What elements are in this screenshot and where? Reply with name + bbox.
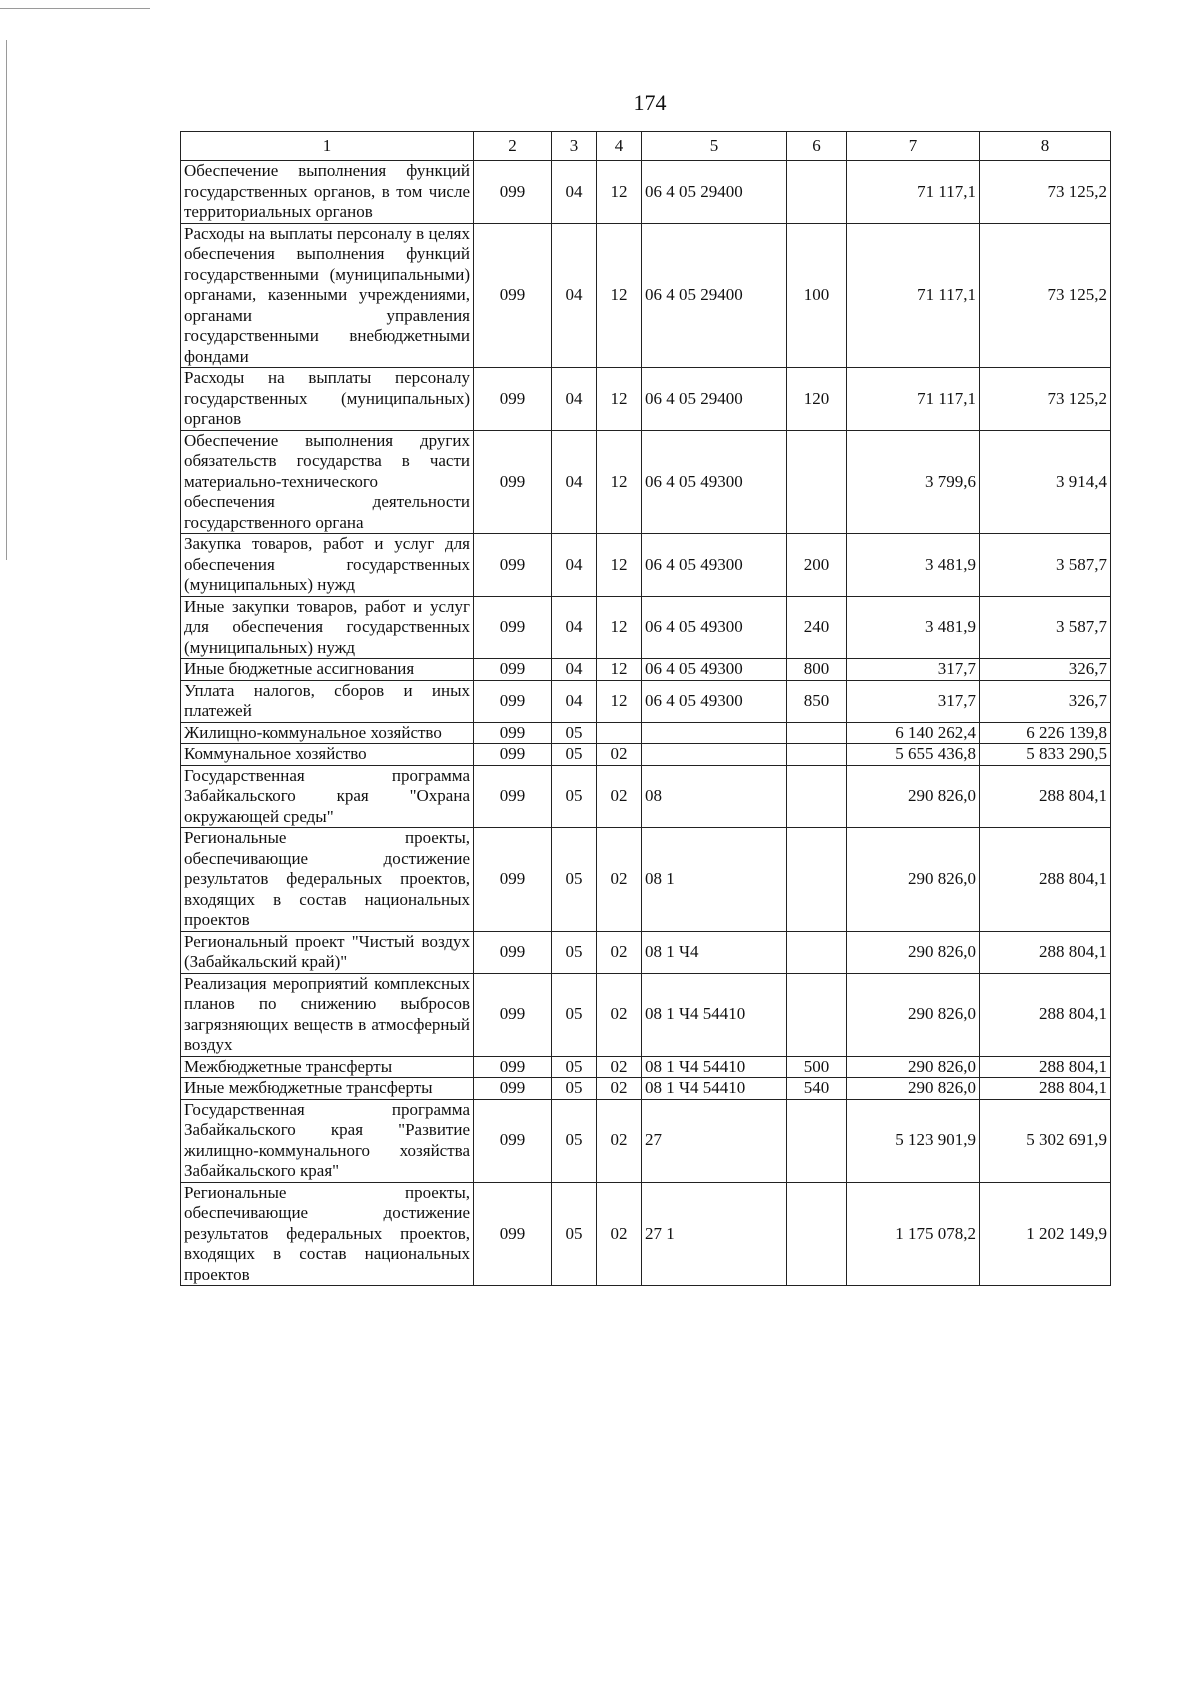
subsection-code-cell: 02: [597, 744, 642, 766]
amount-year2-cell: 288 804,1: [980, 765, 1111, 828]
section-code-cell: 04: [552, 596, 597, 659]
target-article-cell: [642, 722, 787, 744]
expense-type-cell: [787, 161, 847, 224]
section-code-cell: 05: [552, 828, 597, 932]
expense-type-cell: [787, 931, 847, 973]
expense-type-cell: 100: [787, 223, 847, 368]
column-header-2: 2: [474, 132, 552, 161]
expense-name-cell: Государственная программа Забайкальского края "Развитие жилищно-коммунального хозяйства Забайкальского края": [181, 1099, 474, 1182]
ministry-code-cell: 099: [474, 534, 552, 597]
column-header-4: 4: [597, 132, 642, 161]
amount-year1-cell: 290 826,0: [847, 828, 980, 932]
target-article-cell: 06 4 05 29400: [642, 223, 787, 368]
expense-type-cell: [787, 744, 847, 766]
target-article-cell: 08 1: [642, 828, 787, 932]
subsection-code-cell: [597, 722, 642, 744]
subsection-code-cell: 02: [597, 1056, 642, 1078]
amount-year2-cell: 288 804,1: [980, 1078, 1111, 1100]
expense-type-cell: 120: [787, 368, 847, 431]
section-code-cell: 05: [552, 1099, 597, 1182]
subsection-code-cell: 02: [597, 765, 642, 828]
target-article-cell: 08 1 Ч4: [642, 931, 787, 973]
expense-name-cell: Иные межбюджетные трансферты: [181, 1078, 474, 1100]
expense-type-cell: [787, 1182, 847, 1286]
amount-year2-cell: 73 125,2: [980, 161, 1111, 224]
amount-year2-cell: 3 587,7: [980, 596, 1111, 659]
section-code-cell: 04: [552, 223, 597, 368]
ministry-code-cell: 099: [474, 596, 552, 659]
amount-year2-cell: 288 804,1: [980, 931, 1111, 973]
amount-year2-cell: 288 804,1: [980, 1056, 1111, 1078]
amount-year2-cell: 288 804,1: [980, 828, 1111, 932]
subsection-code-cell: 12: [597, 430, 642, 534]
expense-type-cell: 500: [787, 1056, 847, 1078]
amount-year1-cell: 290 826,0: [847, 1056, 980, 1078]
table-row: [181, 596, 1111, 659]
ministry-code-cell: 099: [474, 659, 552, 681]
amount-year2-cell: 3 587,7: [980, 534, 1111, 597]
amount-year2-cell: 73 125,2: [980, 223, 1111, 368]
ministry-code-cell: 099: [474, 368, 552, 431]
column-header-6: 6: [787, 132, 847, 161]
target-article-cell: 06 4 05 49300: [642, 659, 787, 681]
target-article-cell: 08 1 Ч4 54410: [642, 1078, 787, 1100]
amount-year1-cell: 290 826,0: [847, 1078, 980, 1100]
expense-type-cell: 240: [787, 596, 847, 659]
section-code-cell: 05: [552, 1182, 597, 1286]
target-article-cell: 08 1 Ч4 54410: [642, 1056, 787, 1078]
scan-edge-left-line: [6, 40, 7, 560]
table-row: [181, 223, 1111, 368]
table-row: [181, 1056, 1111, 1078]
amount-year1-cell: 1 175 078,2: [847, 1182, 980, 1286]
amount-year2-cell: 3 914,4: [980, 430, 1111, 534]
ministry-code-cell: 099: [474, 973, 552, 1056]
ministry-code-cell: 099: [474, 161, 552, 224]
subsection-code-cell: 02: [597, 973, 642, 1056]
expense-name-cell: Жилищно-коммунальное хозяйство: [181, 722, 474, 744]
subsection-code-cell: 12: [597, 161, 642, 224]
amount-year2-cell: 288 804,1: [980, 973, 1111, 1056]
section-code-cell: 05: [552, 722, 597, 744]
target-article-cell: 06 4 05 49300: [642, 596, 787, 659]
expense-type-cell: [787, 765, 847, 828]
amount-year2-cell: 326,7: [980, 680, 1111, 722]
ministry-code-cell: 099: [474, 828, 552, 932]
amount-year2-cell: 73 125,2: [980, 368, 1111, 431]
table-row: [181, 1078, 1111, 1100]
amount-year1-cell: 317,7: [847, 659, 980, 681]
expense-name-cell: Обеспечение выполнения других обязательств государства в части материально-технического обеспечения деятельности государственного органа: [181, 430, 474, 534]
amount-year1-cell: 5 655 436,8: [847, 744, 980, 766]
table-row: [181, 828, 1111, 932]
expense-name-cell: Иные закупки товаров, работ и услуг для обеспечения государственных (муниципальных) нужд: [181, 596, 474, 659]
amount-year2-cell: 6 226 139,8: [980, 722, 1111, 744]
page-number: 174: [633, 90, 667, 115]
subsection-code-cell: 02: [597, 931, 642, 973]
expense-name-cell: Реализация мероприятий комплексных планов по снижению выбросов загрязняющих веществ в атмосферный воздух: [181, 973, 474, 1056]
expense-type-cell: 800: [787, 659, 847, 681]
section-code-cell: 04: [552, 430, 597, 534]
expense-name-cell: Коммунальное хозяйство: [181, 744, 474, 766]
ministry-code-cell: 099: [474, 744, 552, 766]
subsection-code-cell: 12: [597, 534, 642, 597]
target-article-cell: [642, 744, 787, 766]
subsection-code-cell: 02: [597, 828, 642, 932]
column-header-3: 3: [552, 132, 597, 161]
ministry-code-cell: 099: [474, 765, 552, 828]
amount-year2-cell: 5 302 691,9: [980, 1099, 1111, 1182]
target-article-cell: 27: [642, 1099, 787, 1182]
section-code-cell: 05: [552, 973, 597, 1056]
expense-name-cell: Уплата налогов, сборов и иных платежей: [181, 680, 474, 722]
amount-year1-cell: 6 140 262,4: [847, 722, 980, 744]
expense-name-cell: Расходы на выплаты персоналу государственных (муниципальных) органов: [181, 368, 474, 431]
table-row: [181, 1099, 1111, 1182]
expense-name-cell: Закупка товаров, работ и услуг для обеспечения государственных (муниципальных) нужд: [181, 534, 474, 597]
subsection-code-cell: 02: [597, 1078, 642, 1100]
target-article-cell: 06 4 05 29400: [642, 368, 787, 431]
subsection-code-cell: 12: [597, 596, 642, 659]
expense-type-cell: [787, 973, 847, 1056]
section-code-cell: 05: [552, 765, 597, 828]
expense-type-cell: [787, 430, 847, 534]
section-code-cell: 04: [552, 161, 597, 224]
ministry-code-cell: 099: [474, 1099, 552, 1182]
amount-year1-cell: 5 123 901,9: [847, 1099, 980, 1182]
section-code-cell: 04: [552, 659, 597, 681]
expense-name-cell: Региональный проект "Чистый воздух (Забайкальский край)": [181, 931, 474, 973]
column-header-7: 7: [847, 132, 980, 161]
amount-year2-cell: 1 202 149,9: [980, 1182, 1111, 1286]
target-article-cell: 06 4 05 49300: [642, 680, 787, 722]
expense-name-cell: Региональные проекты, обеспечивающие достижение результатов федеральных проектов, входящих в состав национальных проектов: [181, 828, 474, 932]
subsection-code-cell: 02: [597, 1182, 642, 1286]
section-code-cell: 04: [552, 534, 597, 597]
amount-year1-cell: 71 117,1: [847, 223, 980, 368]
subsection-code-cell: 12: [597, 659, 642, 681]
expense-type-cell: [787, 828, 847, 932]
table-row: [181, 722, 1111, 744]
expense-name-cell: Иные бюджетные ассигнования: [181, 659, 474, 681]
column-header-5: 5: [642, 132, 787, 161]
table-body: [181, 161, 1111, 1286]
section-code-cell: 05: [552, 1056, 597, 1078]
target-article-cell: 27 1: [642, 1182, 787, 1286]
amount-year1-cell: 3 799,6: [847, 430, 980, 534]
ministry-code-cell: 099: [474, 1078, 552, 1100]
ministry-code-cell: 099: [474, 722, 552, 744]
amount-year1-cell: 317,7: [847, 680, 980, 722]
expense-type-cell: [787, 1099, 847, 1182]
table-row: [181, 1182, 1111, 1286]
amount-year1-cell: 290 826,0: [847, 973, 980, 1056]
ministry-code-cell: 099: [474, 1056, 552, 1078]
target-article-cell: 08: [642, 765, 787, 828]
ministry-code-cell: 099: [474, 430, 552, 534]
expense-type-cell: 850: [787, 680, 847, 722]
ministry-code-cell: 099: [474, 931, 552, 973]
section-code-cell: 04: [552, 368, 597, 431]
table-row: [181, 430, 1111, 534]
target-article-cell: 06 4 05 49300: [642, 534, 787, 597]
amount-year1-cell: 3 481,9: [847, 534, 980, 597]
table-row: [181, 973, 1111, 1056]
table-row: [181, 765, 1111, 828]
section-code-cell: 04: [552, 680, 597, 722]
ministry-code-cell: 099: [474, 1182, 552, 1286]
amount-year1-cell: 71 117,1: [847, 161, 980, 224]
scan-edge-top-line: [0, 8, 150, 9]
expense-type-cell: 200: [787, 534, 847, 597]
expense-type-cell: 540: [787, 1078, 847, 1100]
table-row: [181, 161, 1111, 224]
subsection-code-cell: 12: [597, 223, 642, 368]
amount-year1-cell: 290 826,0: [847, 765, 980, 828]
table-row: [181, 680, 1111, 722]
expense-name-cell: Межбюджетные трансферты: [181, 1056, 474, 1078]
target-article-cell: 08 1 Ч4 54410: [642, 973, 787, 1056]
subsection-code-cell: 12: [597, 368, 642, 431]
table-row: [181, 534, 1111, 597]
column-header-8: 8: [980, 132, 1111, 161]
section-code-cell: 05: [552, 931, 597, 973]
amount-year2-cell: 5 833 290,5: [980, 744, 1111, 766]
amount-year1-cell: 71 117,1: [847, 368, 980, 431]
subsection-code-cell: 12: [597, 680, 642, 722]
table-row: [181, 368, 1111, 431]
target-article-cell: 06 4 05 49300: [642, 430, 787, 534]
section-code-cell: 05: [552, 1078, 597, 1100]
target-article-cell: 06 4 05 29400: [642, 161, 787, 224]
ministry-code-cell: 099: [474, 223, 552, 368]
section-code-cell: 05: [552, 744, 597, 766]
table-row: [181, 659, 1111, 681]
amount-year1-cell: 3 481,9: [847, 596, 980, 659]
column-header-1: 1: [181, 132, 474, 161]
table-row: [181, 744, 1111, 766]
expense-type-cell: [787, 722, 847, 744]
amount-year2-cell: 326,7: [980, 659, 1111, 681]
table-row: [181, 931, 1111, 973]
budget-table: [180, 131, 1111, 1286]
expense-name-cell: Региональные проекты, обеспечивающие достижение результатов федеральных проектов, входящих в состав национальных проектов: [181, 1182, 474, 1286]
amount-year1-cell: 290 826,0: [847, 931, 980, 973]
expense-name-cell: Расходы на выплаты персоналу в целях обеспечения выполнения функций государственными (муниципальными) органами, казенными учреждениями, органами управления государственными внебюджетными фондами: [181, 223, 474, 368]
subsection-code-cell: 02: [597, 1099, 642, 1182]
expense-name-cell: Государственная программа Забайкальского края "Охрана окружающей среды": [181, 765, 474, 828]
header-row: [181, 132, 1111, 161]
ministry-code-cell: 099: [474, 680, 552, 722]
expense-name-cell: Обеспечение выполнения функций государственных органов, в том числе территориальных органов: [181, 161, 474, 224]
